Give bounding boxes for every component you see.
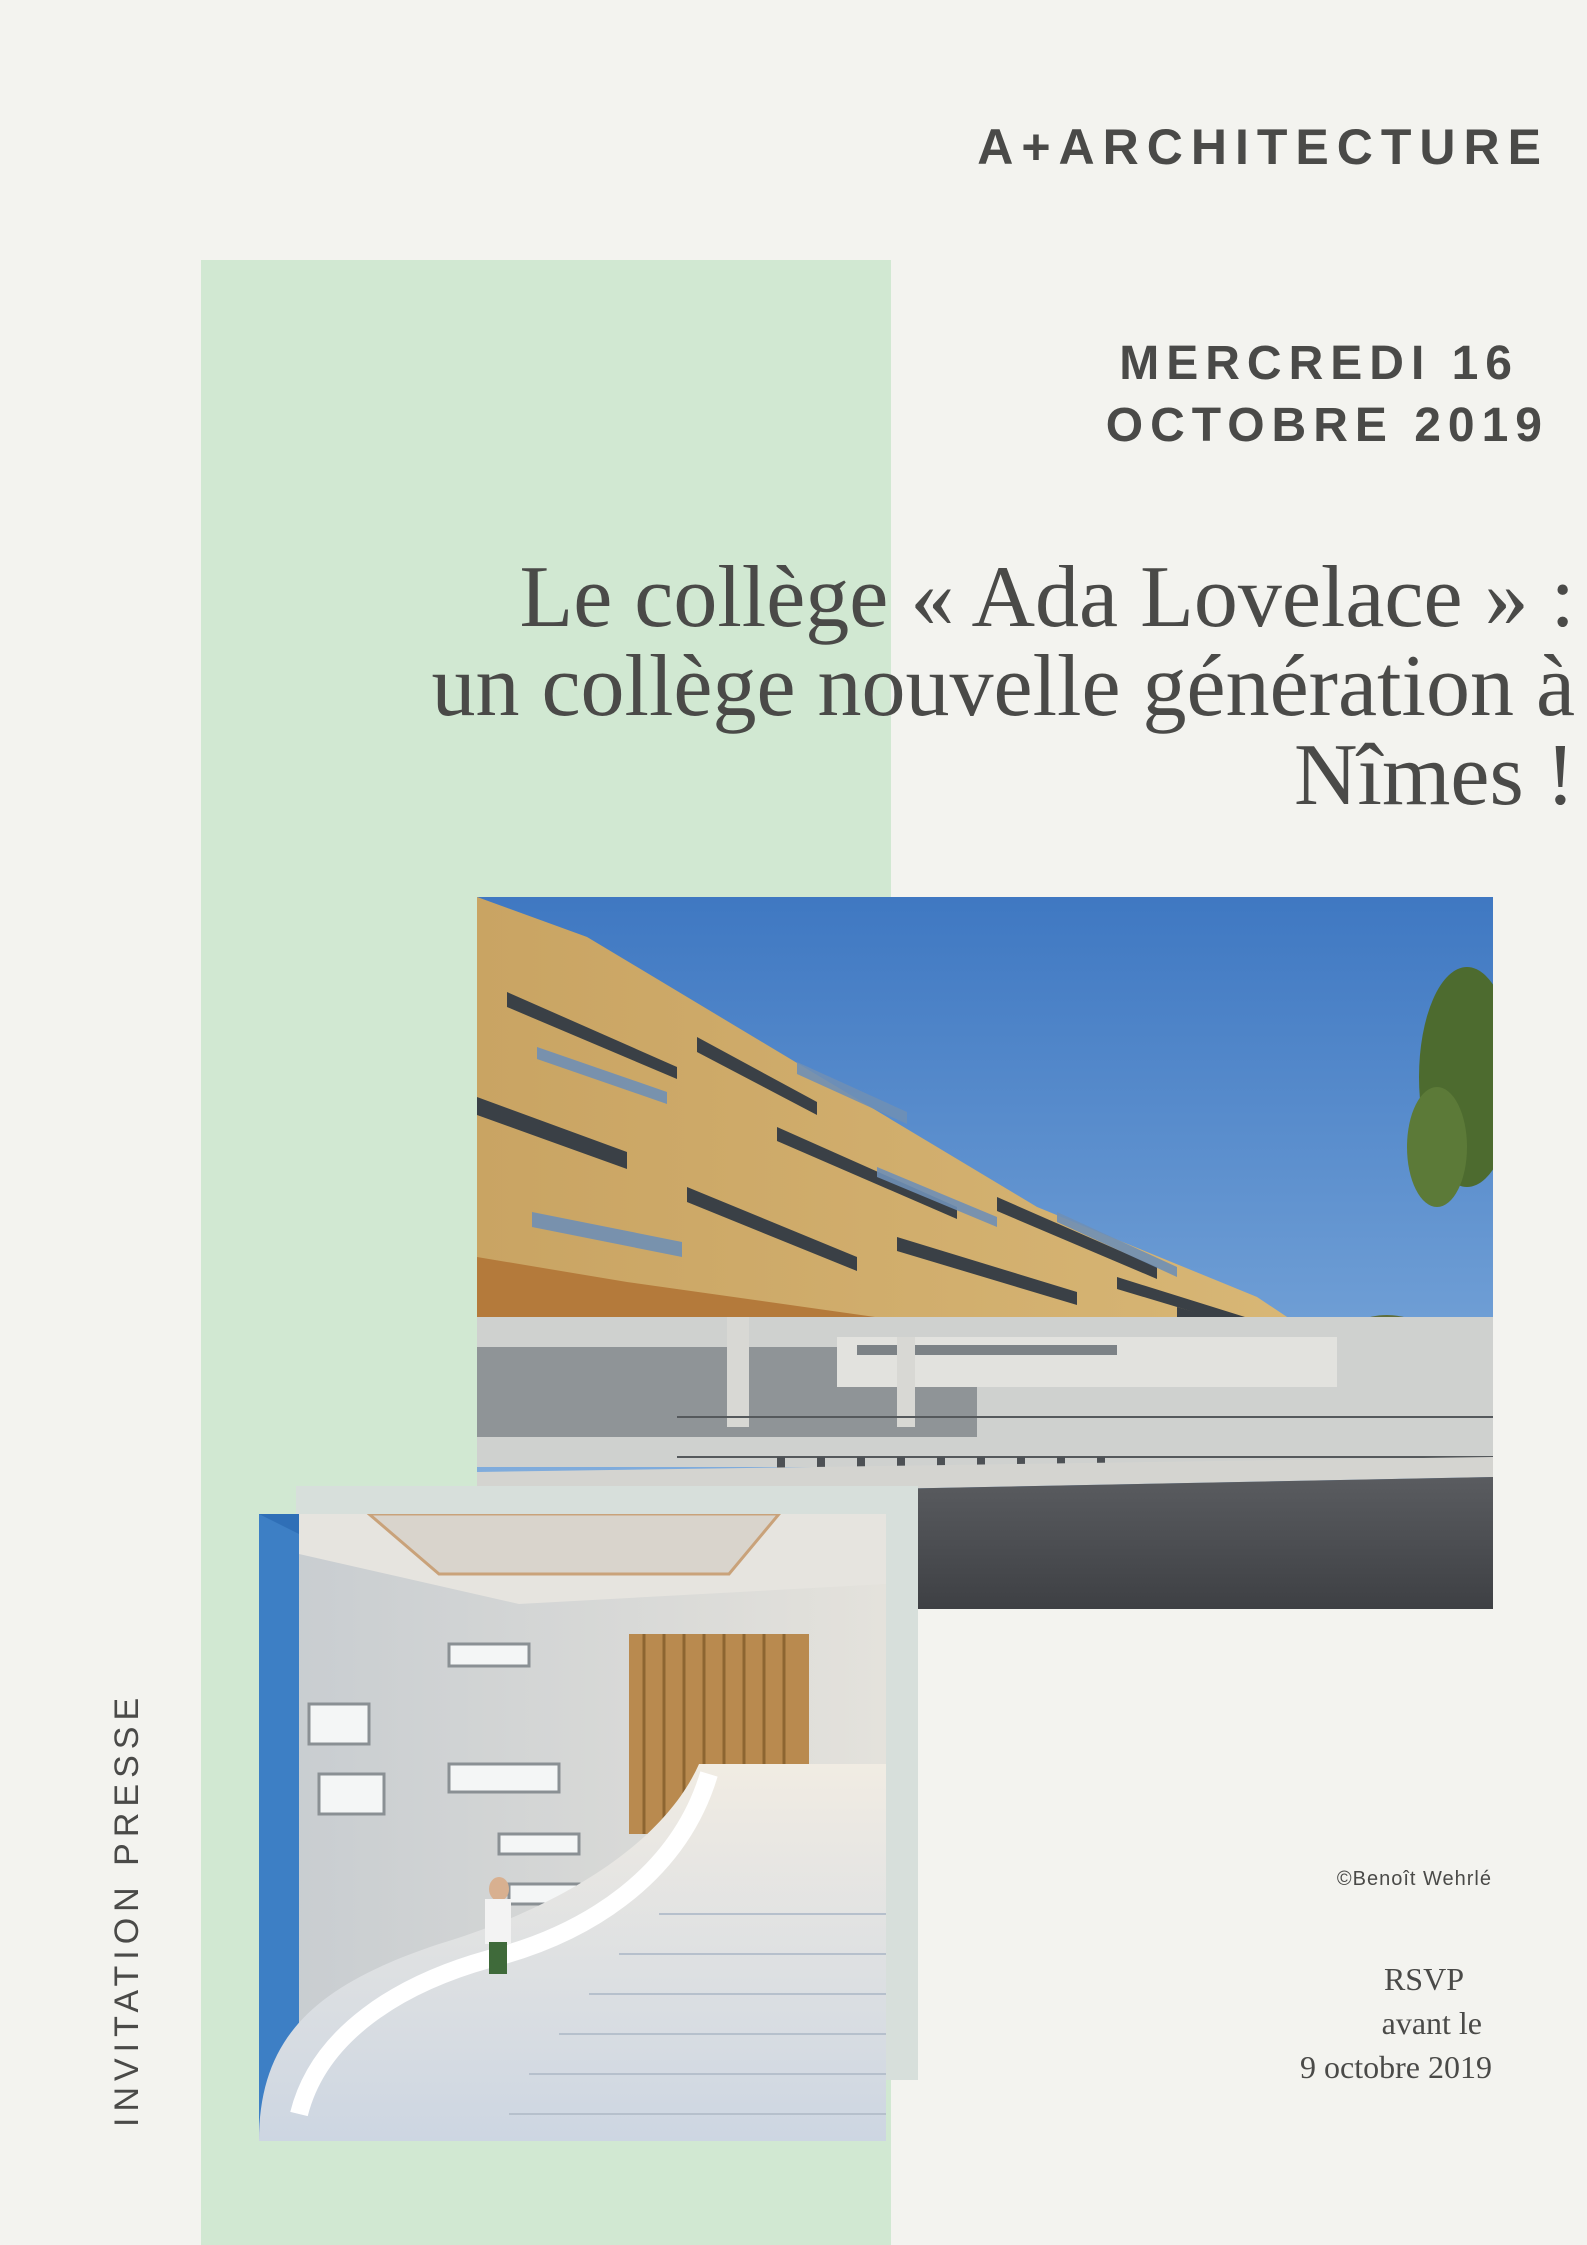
invitation-label: INVITATION PRESSE [108, 1691, 146, 2127]
headline-line-1: Le collège « Ada Lovelace » : [519, 549, 1575, 646]
headline [175, 549, 1575, 824]
staircase-photo [259, 1514, 886, 2141]
headline-line-3: Nîmes ! [1293, 727, 1575, 824]
rsvp-title: RSVP [1383, 1961, 1464, 1997]
rsvp-before: avant le [1381, 2005, 1482, 2041]
rsvp-deadline: 9 octobre 2019 [1300, 2049, 1492, 2085]
event-date-day: MERCREDI 16 [1119, 337, 1519, 390]
event-date [1106, 333, 1549, 457]
photo-credit: ©Benoît Wehrlé [1336, 1868, 1492, 1890]
headline-line-2: un collège nouvelle génération à [431, 638, 1575, 735]
event-date-month-year: OCTOBRE 2019 [1105, 399, 1549, 452]
brand-name: A+ARCHITECTURE [977, 119, 1549, 175]
rsvp-block [1300, 1957, 1492, 2089]
